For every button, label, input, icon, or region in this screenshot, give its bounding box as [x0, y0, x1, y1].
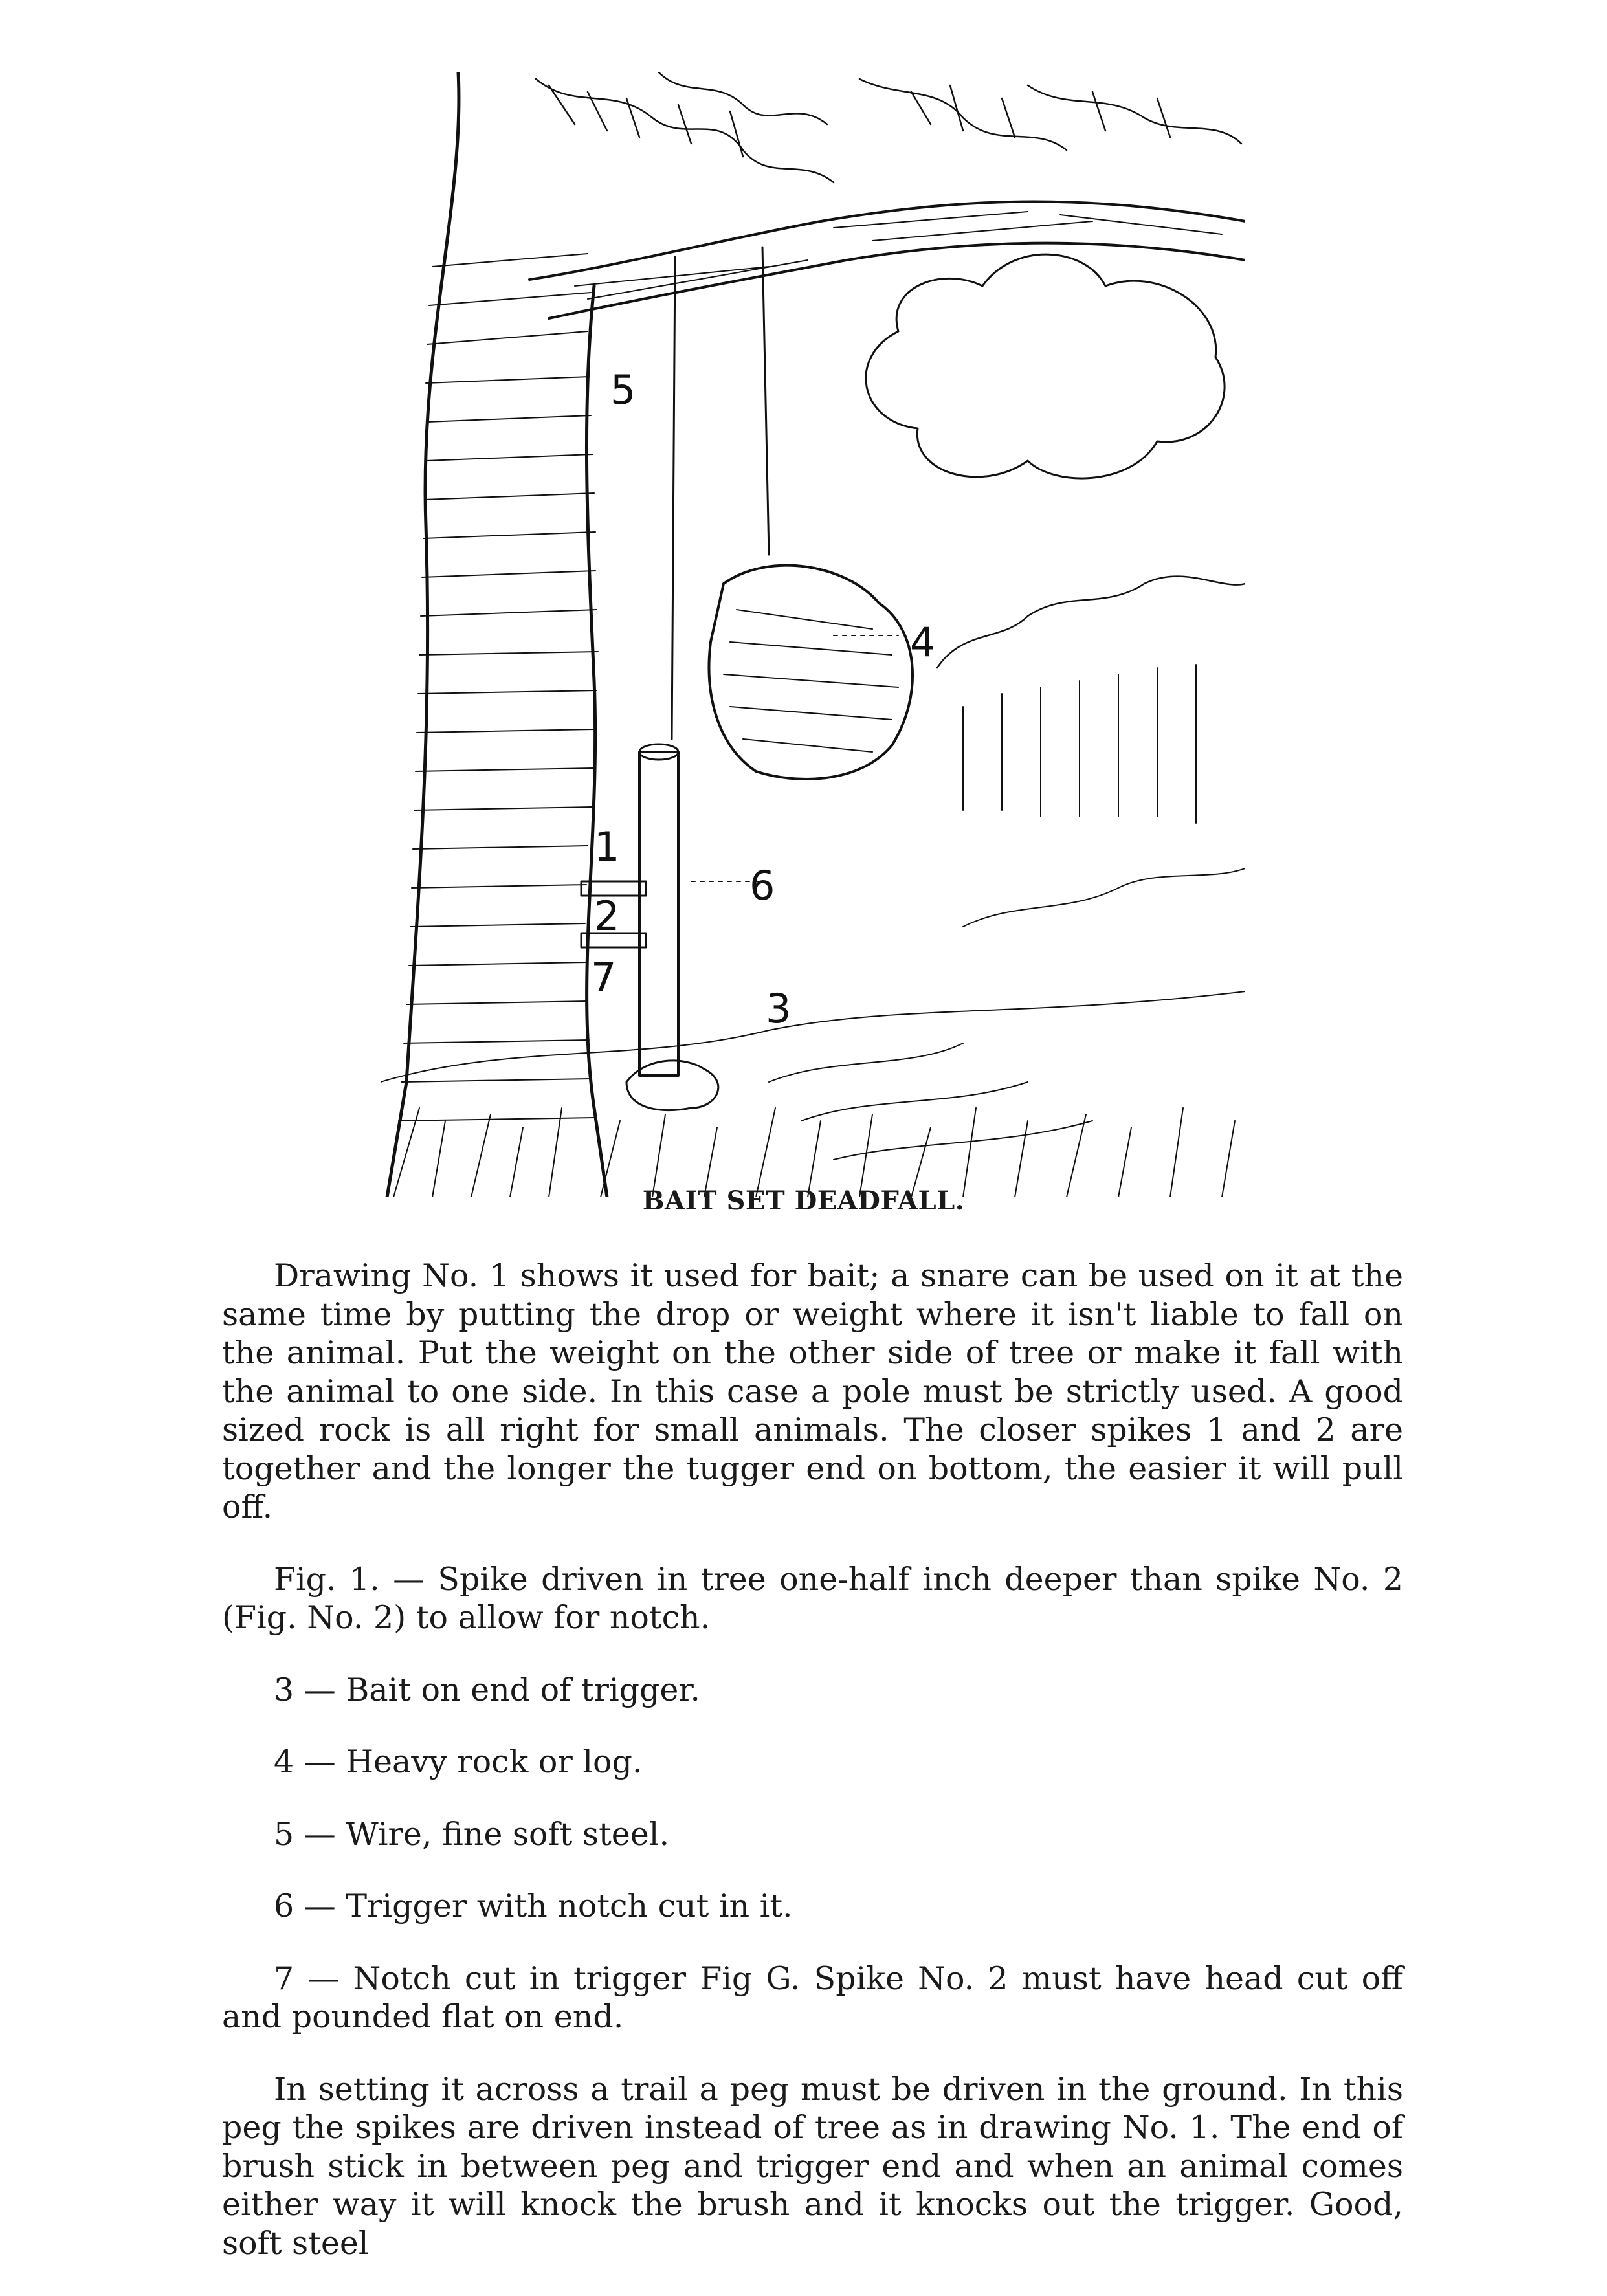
label-2: 2	[594, 892, 620, 940]
illustration-svg	[381, 72, 1245, 1197]
figure-caption: BAIT SET DEADFALL.	[642, 1186, 965, 1216]
cloud	[866, 254, 1225, 478]
label-1: 1	[594, 823, 620, 870]
trigger-post	[639, 752, 678, 1076]
tree-trunk	[387, 72, 459, 1197]
foliage	[536, 72, 1241, 182]
label-5: 5	[610, 366, 636, 414]
tree-branch	[529, 202, 1245, 280]
deadfall-illustration	[381, 72, 1245, 1197]
paragraph: 6 — Trigger with notch cut in it.	[274, 1888, 793, 1925]
label-7: 7	[591, 954, 617, 1001]
paragraph: Fig. 1. — Spike driven in tree one-half inch deeper than spike No. 2 (Fig. No. 2) to allow for notch.	[222, 1560, 1403, 1636]
body-text	[222, 1257, 1403, 2296]
paragraph: 4 — Heavy rock or log.	[274, 1743, 643, 1780]
paragraph: In setting it across a trail a peg must be driven in the ground. In this peg the spikes are driven instead of tree as in drawing No. 1. The end of brush stick in between peg and trigger end and when an animal comes either way it will knock the brush and it knocks out the trigger. Good, soft steel	[222, 2070, 1403, 2262]
label-3: 3	[766, 985, 792, 1032]
paragraph: 3 — Bait on end of trigger.	[274, 1671, 700, 1708]
label-4: 4	[910, 619, 936, 666]
label-6: 6	[749, 862, 775, 909]
heavy-rock	[709, 566, 913, 779]
paragraph: 7 — Notch cut in trigger Fig G. Spike No. 2 must have head cut off and pounded flat on end.	[222, 1959, 1403, 2035]
wire-right	[762, 247, 769, 555]
wire-left	[672, 257, 675, 739]
paragraph: Drawing No. 1 shows it used for bait; a snare can be used on it at the same time by putting the drop or weight where it isn't liable to fall on the animal. Put the weight on the other side of tree or make it fall with the animal to one side. In this case a pole must be strictly used. A good sized rock is all right for small animals. The closer spikes 1 and 2 are together and the longer the tugger end on bottom, the easier it will pull off.	[222, 1257, 1403, 1525]
paragraph: 5 — Wire, fine soft steel.	[274, 1815, 670, 1853]
